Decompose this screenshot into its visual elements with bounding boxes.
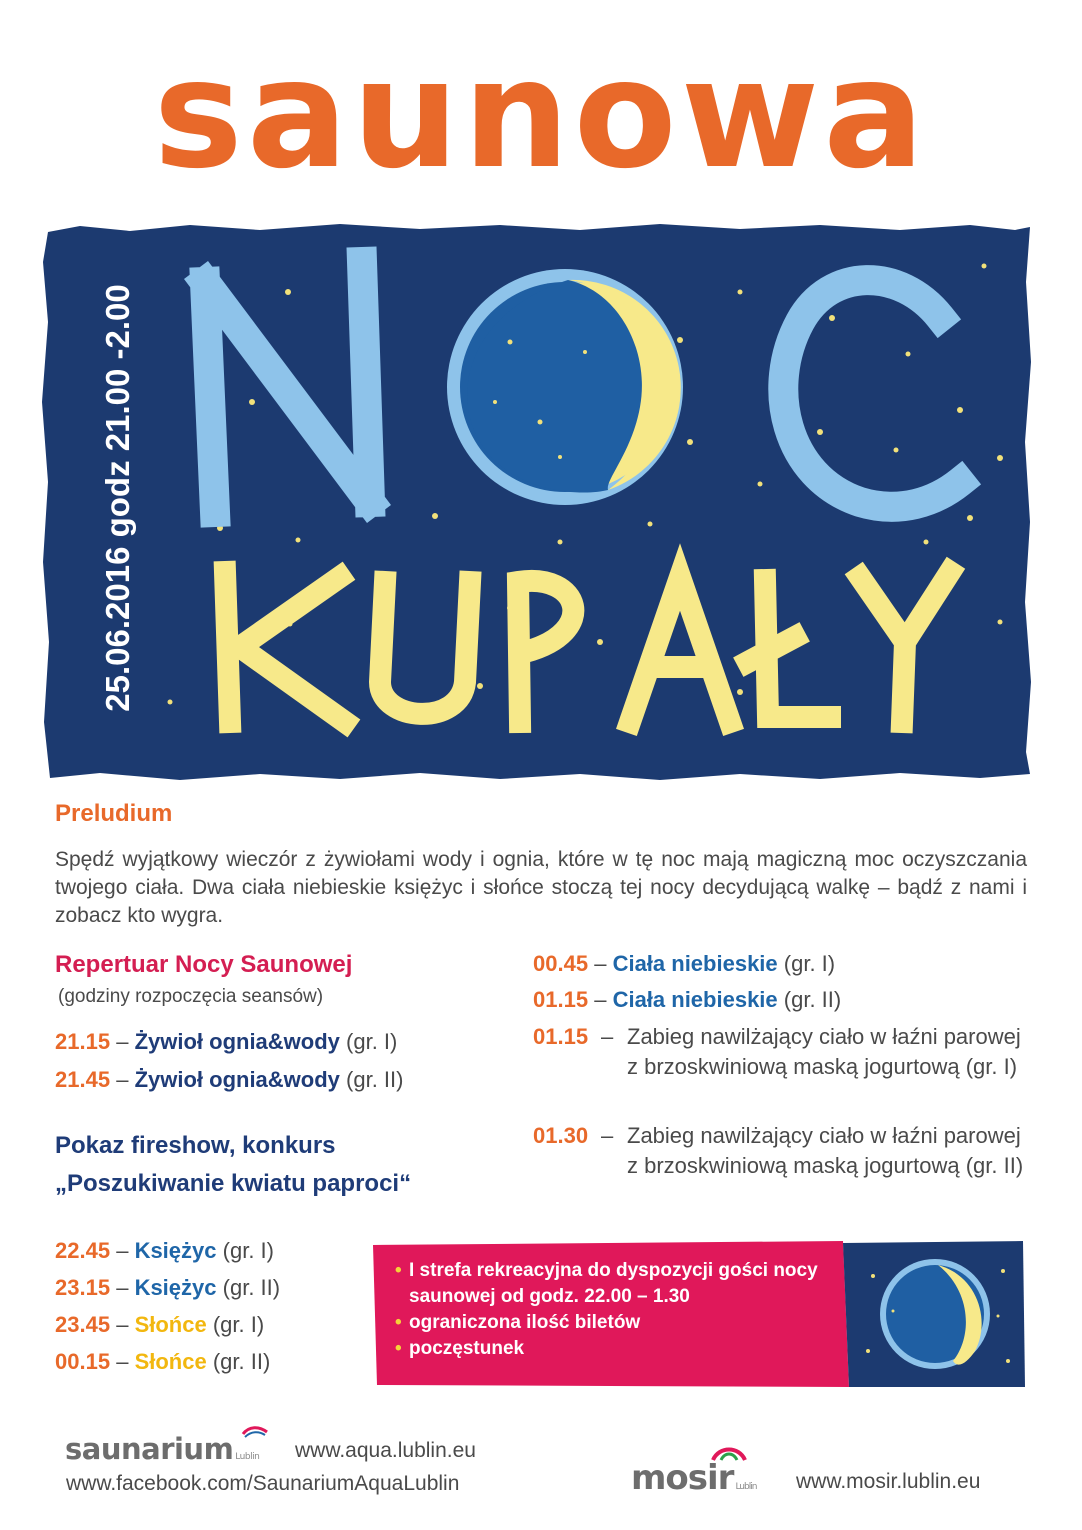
session-time: 22.45: [55, 1238, 111, 1263]
treatment-time: 01.30: [533, 1123, 589, 1148]
session-row: [533, 949, 835, 979]
show-title-line1: Pokaz fireshow, konkurs: [55, 1132, 336, 1159]
session-group: (gr. I): [346, 1029, 398, 1054]
session-row: [55, 1027, 397, 1057]
session-group: (gr. II): [222, 1275, 281, 1300]
dash: –: [116, 1312, 129, 1337]
dash: –: [116, 1275, 129, 1300]
facebook-url-link[interactable]: www.facebook.com/SaunariumAquaLublin: [66, 1472, 460, 1495]
saunarium-logo-sub: Lublin: [235, 1452, 260, 1462]
session-name: Księżyc: [134, 1238, 217, 1263]
noc-kupaly-banner: [40, 222, 1032, 782]
saunarium-swoosh-icon: [241, 1424, 269, 1438]
session-name: Księżyc: [134, 1275, 217, 1300]
saunarium-logo-text: saunarium: [65, 1432, 234, 1466]
info-item: [395, 1258, 845, 1310]
dash: –: [116, 1067, 129, 1092]
dash: –: [116, 1029, 129, 1054]
info-text: I strefa rekreacyjna do dyspozycji gości nocy saunowej od godz. 22.00 – 1.30: [409, 1260, 818, 1307]
bullet: •: [395, 1338, 402, 1359]
session-time: 01.15: [533, 987, 589, 1012]
preludium-text: Spędź wyjątkowy wieczór z żywiołami wody i ognia, które w tę noc mają magiczną moc oczyszczania twojego ciała. Dwa ciała niebieskie księżyc i słońce stoczą tej nocy decydującą walkę – bądź z nami i zobacz kto wygra.: [55, 848, 1027, 927]
session-time: 21.15: [55, 1029, 111, 1054]
session-name: Słońce: [134, 1349, 207, 1374]
saunarium-logo: [65, 1432, 259, 1466]
show-title-line2: „Poszukiwanie kwiatu paproci“: [55, 1170, 412, 1197]
repertuar-subtitle: (godziny rozpoczęcia seansów): [58, 986, 324, 1007]
dash: –: [594, 987, 607, 1012]
session-time: 21.45: [55, 1067, 111, 1092]
page-title: saunowa: [153, 28, 929, 202]
event-date: 25.06.2016 godz 21.00 -2.00: [99, 284, 136, 712]
info-list: [395, 1258, 845, 1362]
treatment-text: Zabieg nawilżający ciało w łaźni parowej z brzoskwiniową maską jogurtową (gr. II): [627, 1123, 1024, 1178]
treatment-item: [533, 1121, 1033, 1181]
session-row: [55, 1273, 280, 1303]
session-row: [55, 1065, 403, 1095]
mosir-logo-text: mosir: [631, 1458, 734, 1498]
session-group: (gr. I): [783, 951, 836, 976]
aqua-url-link[interactable]: www.aqua.lublin.eu: [295, 1439, 476, 1462]
session-group: (gr. I): [222, 1238, 274, 1263]
session-group: (gr. II): [346, 1067, 404, 1092]
treatment-time: 01.15: [533, 1024, 589, 1049]
session-time: 00.15: [55, 1349, 111, 1374]
mosir-logo-sub: Lublin: [735, 1482, 757, 1492]
session-group: (gr. II): [783, 987, 842, 1012]
session-name: Żywioł ognia&wody: [134, 1067, 340, 1092]
session-row: [55, 1310, 264, 1340]
dash: –: [116, 1238, 129, 1263]
session-group: (gr. I): [212, 1312, 265, 1337]
session-group: (gr. II): [212, 1349, 271, 1374]
dash: –: [601, 1123, 614, 1148]
mosir-arch-icon: [709, 1442, 749, 1464]
treatment-item: [533, 1022, 1033, 1082]
session-row: [55, 1347, 270, 1377]
session-row: [533, 985, 841, 1015]
info-text: poczęstunek: [409, 1338, 525, 1359]
banner-graphic: [40, 222, 1032, 782]
bullet: •: [395, 1260, 402, 1281]
dash: –: [116, 1349, 129, 1374]
session-time: 23.45: [55, 1312, 111, 1337]
preludium-heading: Preludium: [55, 800, 173, 827]
info-item: [395, 1336, 845, 1362]
mosir-url-link[interactable]: www.mosir.lublin.eu: [796, 1470, 981, 1493]
dash: –: [594, 951, 607, 976]
session-name: Słońce: [134, 1312, 207, 1337]
repertuar-title: Repertuar Nocy Saunowej: [55, 951, 353, 978]
session-name: Ciała niebieskie: [612, 987, 778, 1012]
dash: –: [601, 1024, 614, 1049]
treatment-text: Zabieg nawilżający ciało w łaźni parowej z brzoskwiniową maską jogurtową (gr. I): [627, 1024, 1021, 1079]
info-item: [395, 1310, 845, 1336]
session-name: Żywioł ognia&wody: [134, 1029, 340, 1054]
mosir-logo: [631, 1458, 756, 1498]
session-time: 00.45: [533, 951, 589, 976]
session-name: Ciała niebieskie: [612, 951, 778, 976]
bullet: •: [395, 1312, 402, 1333]
session-time: 23.15: [55, 1275, 111, 1300]
info-text: ograniczona ilość biletów: [409, 1312, 641, 1333]
small-moon-icon: [880, 1259, 990, 1369]
session-row: [55, 1236, 274, 1266]
